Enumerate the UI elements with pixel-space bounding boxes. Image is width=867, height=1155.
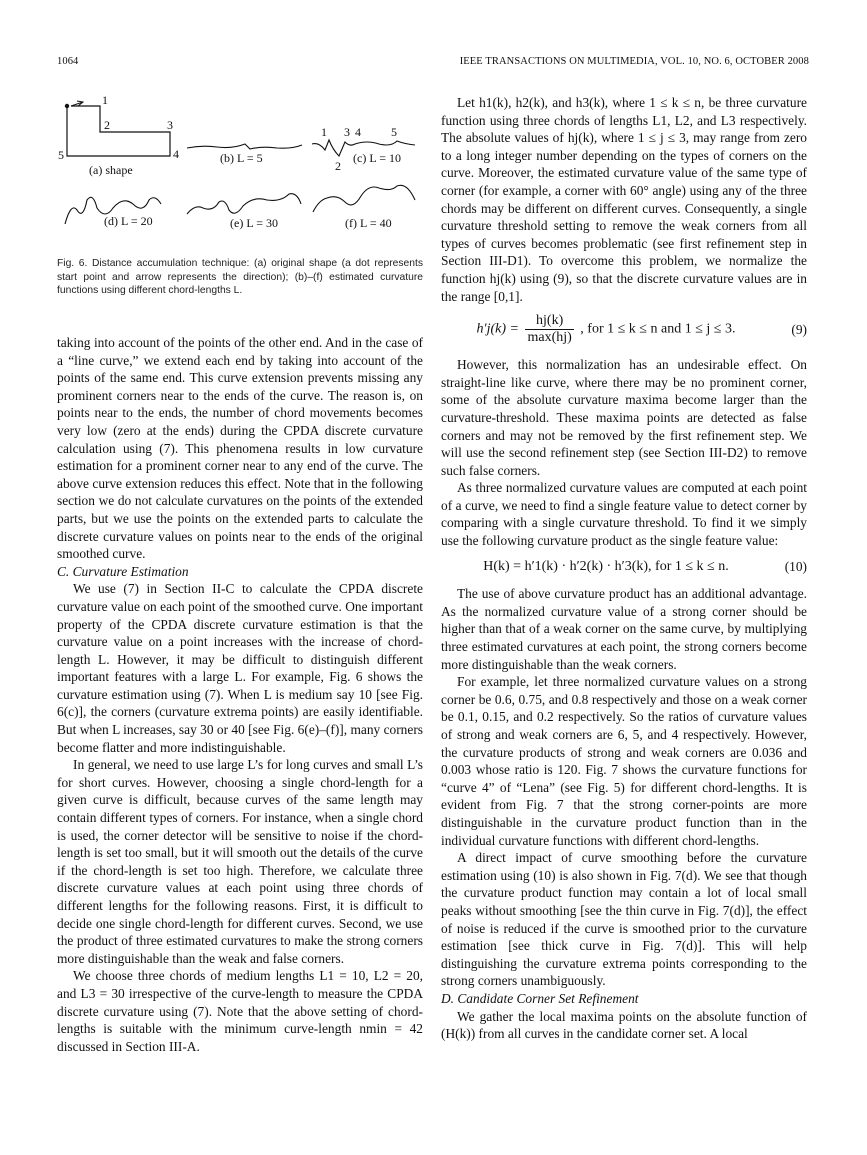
paragraph: We choose three chords of medium lengths L1 = 10, L2 = 20, and L3 = 30 irrespective of the curve-length to measure the CPDA discrete curvature using (7). Note that the above setting of chord-lengths is suitable with the minimum curve-length nmin = 42 discussed in Section III-A. [57, 968, 423, 1054]
equation-9-denominator: max(hj) [527, 330, 572, 346]
shape-point-4: 4 [173, 147, 179, 161]
section-heading-d: D. Candidate Corner Set Refinement [441, 990, 639, 1006]
equation-9-fraction [525, 313, 573, 346]
paragraph: We gather the local maxima points on the absolute function of (H(k)) from all curves in the candidate corner set. A local [441, 1008, 807, 1042]
equation-9-body [441, 313, 771, 346]
curve-c-point-1: 1 [321, 125, 327, 139]
equation-10-body: H(k) = h′1(k) · h′2(k) · h′3(k), for 1 ≤ k ≤ n. [483, 558, 729, 574]
paragraph: The use of above curvature product has an additional advantage. As the normalized curvature value of a strong corner should be higher than that of a weak corner on the same curve, by multiplying three estimated curvatures at each point, the strong corners become more distinguishable than the weak corners. [441, 586, 807, 672]
paragraph: However, this normalization has an undesirable effect. On straight-line like curve, where there may be no prominent corner, some of the absolute curvature maxima become larger than the curvature-threshold. These maxima points are detected as false corners and may not be removed by the first refinement step. We will use the second refinement step (see Section III-D2) to remove such false corners. [441, 357, 807, 478]
paragraph: Let h1(k), h2(k), and h3(k), where 1 ≤ k ≤ n, be three curvature function using three chords of lengths L1, L2, and L3 respectively. The absolute values of hj(k), where 1 ≤ j ≤ 3, may range from zero to a long integer number depending on the types of corners on the curve. Moreover, the estimated curvature value of the same type of corner (for example, a corner with 60° angle) using any of the three chords may be different on different curves. Consequently, a single curvature threshold setting to remove the weak corners from all types of curves becomes problematic (see first refinement step in Section III-D1). To overcome this problem, we normalize the function hj(k) using (9), so that the discrete curvature values are in the range [0,1]. [441, 95, 807, 304]
start-dot-icon [65, 104, 69, 108]
label-a: (a) shape [89, 163, 133, 177]
curve-c-point-5: 5 [391, 125, 397, 139]
label-d: (d) L = 20 [104, 214, 153, 228]
curve-b [187, 144, 302, 149]
shape-point-2: 2 [104, 118, 110, 132]
equation-9-condition: , for 1 ≤ k ≤ n and 1 ≤ j ≤ 3. [580, 321, 736, 337]
shape-a [67, 106, 170, 156]
paragraph: taking into account of the points of the other end. And in the case of a “line curve,” we extend each end by taking into account of the points of the same end. This curve extension prevents missing any prominent corners near to the ends of the curve. The reason is, on points near to the ends, the number of chord movements becomes very low (zero at the ends) during the CPDA discrete curvature calculation using (7). This phenomena results in low curvature estimation for a prominent corner near to any end of the curve. The above curve extension reduces this effect. Note that in the following section we do not calculate curvatures on the points of the extended parts, but we use the points on the extended parts to calculate the discrete curvature values on points near to the ends of the original smoothed curve. [57, 335, 423, 562]
journal-header: IEEE TRANSACTIONS ON MULTIMEDIA, VOL. 10, NO. 6, OCTOBER 2008 [459, 56, 809, 67]
equation-10-number: (10) [784, 558, 807, 574]
label-e: (e) L = 30 [230, 216, 278, 230]
direction-arrow-icon [71, 101, 83, 106]
figure-caption: Fig. 6. Distance accumulation technique: (a) original shape (a dot represents start point and arrow represents the direction); (b)–(f) estimated curvature functions using different chord-lengths L. [57, 258, 423, 297]
figure-6 [57, 92, 423, 237]
shape-point-1: 1 [102, 93, 108, 107]
curve-c-point-4: 4 [355, 125, 361, 139]
section-heading-c: C. Curvature Estimation [57, 563, 189, 579]
paragraph: As three normalized curvature values are computed at each point of a curve, we need to find a single feature value to detect corner by comparing with a single curvature threshold. To find it we simply use the following curvature product as the single feature value: [441, 480, 807, 549]
left-column [57, 334, 423, 1055]
equation-9-lhs: h′j(k) = [476, 321, 519, 337]
paragraph: A direct impact of curve smoothing before the curvature estimation using (10) is also shown in Fig. 7(d). We see that though the curvature product function may contain a lot of local small peaks without smoothing [see the thin curve in Fig. 7(d)], the effect of noise is reduced if the curve is smoothed prior to the curvature estimation [see thick curve in Fig. 7(d)]. This will help distinguishing the curvature extrema points corresponding to the strong corners unambiguously. [441, 850, 807, 989]
paragraph: In general, we need to use large L’s for long curves and small L’s for short curves. However, choosing a single chord-length for a given curve is difficult, because curves of the same length may contain different types of corners. For instance, when a single chord is used, the corner detector will be sensitive to noise if the chord-length is set too small, but it will smooth out the details of the curve if the chord-length is set too high. Therefore, we calculate three discrete curvature values at each point using three chords of different lengths for the following reasons. First, it is difficult to decide one single chord-length for different curves. Second, we use the product of three estimated curvatures to make the strong corners more distinguishable than the weak and false corners. [57, 757, 423, 966]
curve-f [313, 185, 415, 212]
curve-c-point-2: 2 [335, 159, 341, 173]
equation-9-numerator: hj(k) [536, 313, 564, 329]
curve-e [187, 194, 301, 214]
paragraph: For example, let three normalized curvature values on a strong corner be 0.6, 0.75, and 0.8 respectively and those on a weak corner be 0.1, 0.15, and 0.2 respectively. So the ratios of curvature values of strong and weak corners are 6, 5, and 4 respectively. However, the curvature products of strong and weak corners are 0.036 and 0.003 whose ratio is 120. Fig. 7 shows the curvature functions for “curve 4” of “Lena” (see Fig. 5) for different chord-lengths. It is evident from Fig. 7 that the strong corner-points are more distinguishable in the curvature product function than in the individual curvature functions with different chord-lengths. [441, 674, 807, 848]
label-f: (f) L = 40 [345, 216, 392, 230]
equation-9-number: (9) [791, 321, 807, 337]
paragraph: We use (7) in Section II-C to calculate the CPDA discrete curvature value on each point of the smoothed curve. One important property of the CPDA discrete curvature estimation is that the curvature value on a point increases with the increase of chord-length L. However, it may be difficult to distinguish different important features with a large L. For example, Fig. 6 shows the curvature estimation using (7). When L is medium say 10 [see Fig. 6(c)], the corners (curvature extrema points) are easily identifiable. But when L increases, say 30 or 40 [see Fig. 6(e)–(f)], many corners become flatter and more indistinguishable. [57, 581, 423, 755]
label-c: (c) L = 10 [353, 151, 401, 165]
label-b: (b) L = 5 [220, 151, 263, 165]
equation-10 [441, 558, 807, 576]
shape-point-5: 5 [58, 148, 64, 162]
curve-c-point-3: 3 [344, 125, 350, 139]
equation-9 [441, 313, 807, 346]
figure-6-graphic [57, 92, 423, 237]
right-column [441, 94, 807, 1043]
shape-point-3: 3 [167, 118, 173, 132]
page-number: 1064 [57, 56, 79, 67]
